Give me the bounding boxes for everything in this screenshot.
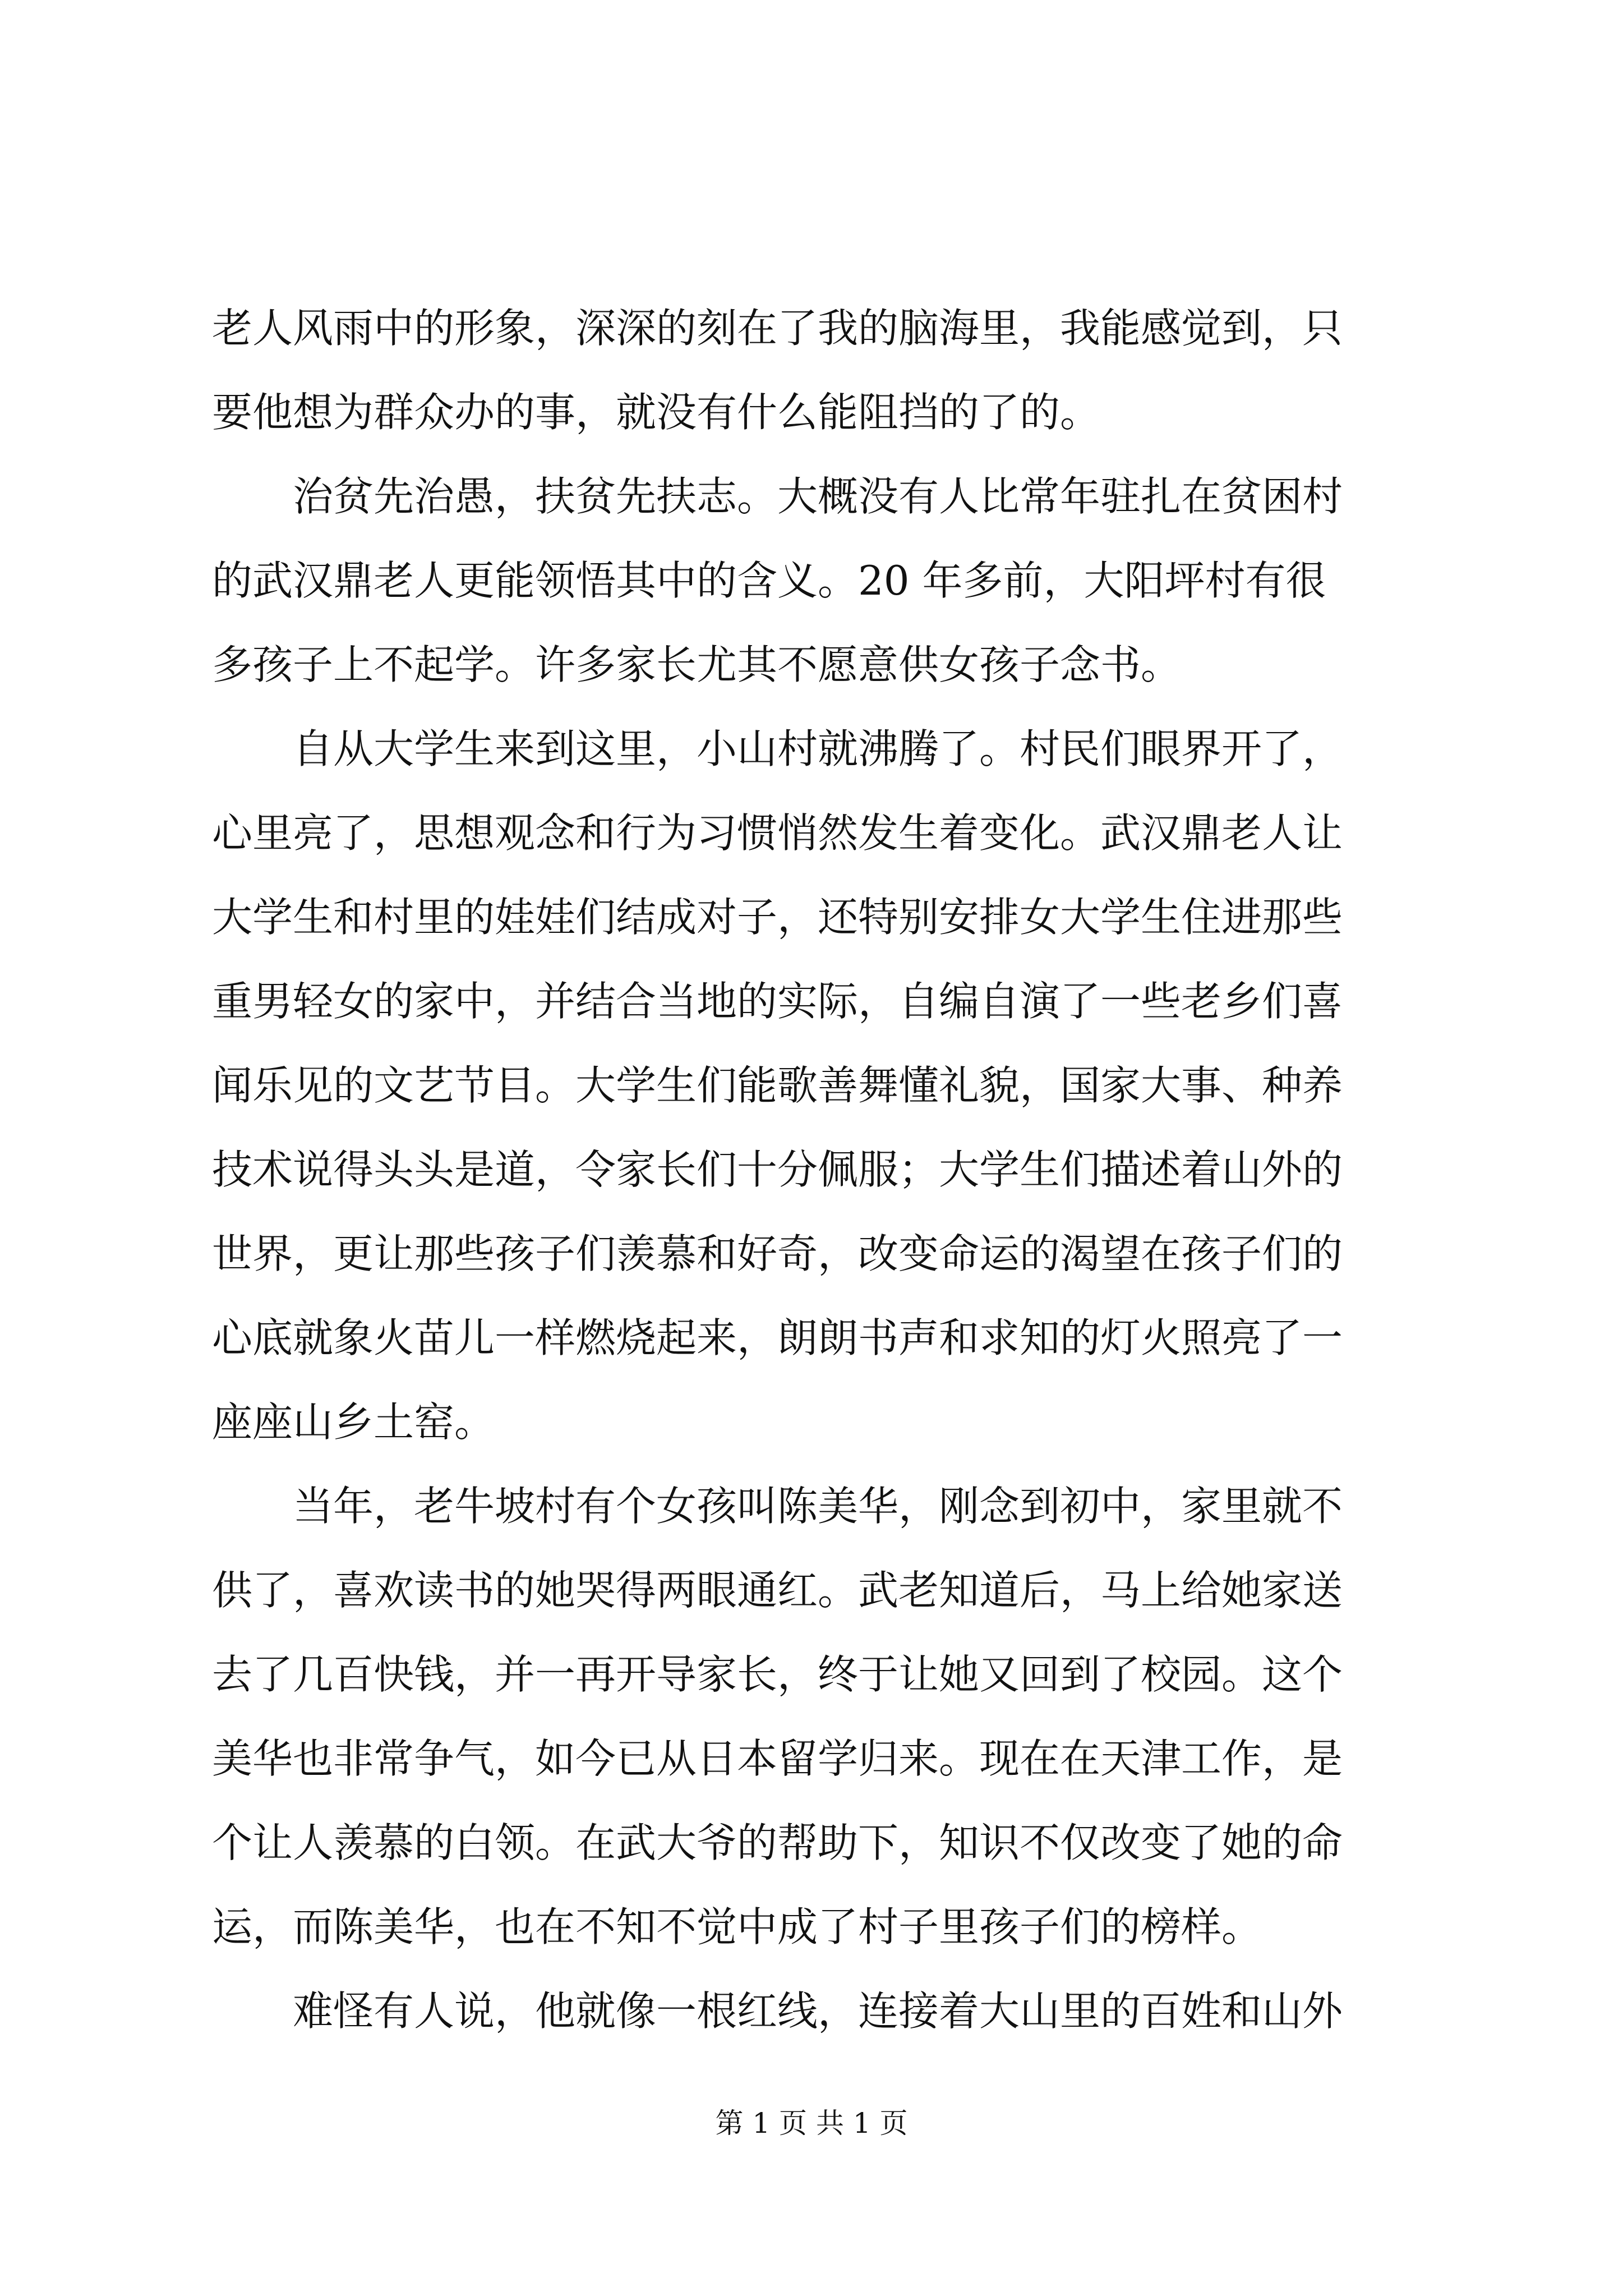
text-line: 心底就象火苗儿一样燃烧起来，朗朗书声和求知的灯火照亮了一 [212,1314,1343,1361]
text-line: 运，而陈美华，也在不知不觉中成了村子里孩子们的榜样。 [212,1903,1262,1950]
text-line: 世界，更让那些孩子们羡慕和好奇，改变命运的渴望在孩子们的 [212,1230,1343,1277]
text-line: 座座山乡土窑。 [212,1398,495,1446]
page-footer [0,2101,1623,2141]
text-line: 去了几百快钱，并一再开导家长，终于让她又回到了校园。这个 [212,1651,1343,1698]
text-line: 美华也非常争气，如今已从日本留学归来。现在在天津工作，是 [212,1735,1343,1782]
text-line: 治贫先治愚，扶贫先扶志。大概没有人比常年驻扎在贫困村 [293,473,1343,520]
text-line: 闻乐见的文艺节目。大学生们能歌善舞懂礼貌，国家大事、种养 [212,1062,1343,1109]
page-number-label: 第 1 页 共 1 页 [715,2107,908,2139]
text-line: 难怪有人说，他就像一根红线，连接着大山里的百姓和山外 [293,1987,1343,2035]
text-line: 个让人羡慕的白领。在武大爷的帮助下，知识不仅改变了她的命 [212,1819,1343,1866]
text-line: 当年，老牛坡村有个女孩叫陈美华，刚念到初中，家里就不 [293,1483,1343,1530]
text-line: 心里亮了，思想观念和行为习惯悄然发生着变化。武汉鼎老人让 [212,809,1343,857]
body-text [212,286,1423,2053]
text-line: 技术说得头头是道，令家长们十分佩服；大学生们描述着山外的 [212,1146,1343,1193]
text-line: 的武汉鼎老人更能领悟其中的含义。20 年多前，大阳坪村有很 [212,557,1326,604]
text-line: 要他想为群众办的事，就没有什么能阻挡的了的。 [212,389,1101,436]
text-line: 大学生和村里的娃娃们结成对子，还特别安排女大学生住进那些 [212,894,1343,941]
text-line: 供了，喜欢读书的她哭得两眼通红。武老知道后，马上给她家送 [212,1567,1343,1614]
text-line: 老人风雨中的形象，深深的刻在了我的脑海里，我能感觉到，只 [212,305,1343,352]
text-line: 重男轻女的家中，并结合当地的实际，自编自演了一些老乡们喜 [212,978,1343,1025]
text-line: 自从大学生来到这里，小山村就沸腾了。村民们眼界开了， [293,725,1343,772]
text-line: 多孩子上不起学。许多家长尤其不愿意供女孩子念书。 [212,641,1182,688]
